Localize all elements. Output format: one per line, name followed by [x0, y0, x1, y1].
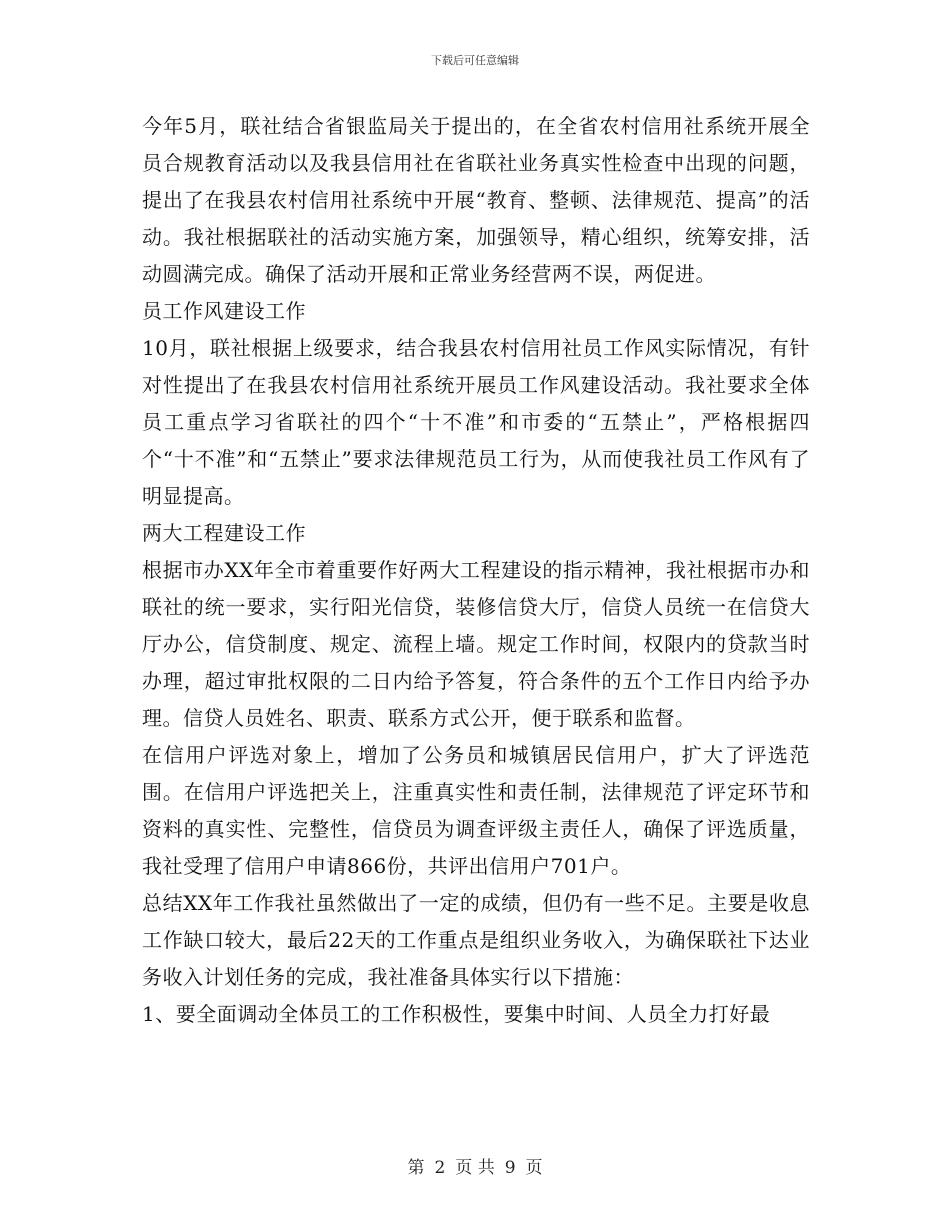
paragraph: 今年5月，联社结合省银监局关于提出的，在全省农村信用社系统开展全员合规教育活动以及我县信用社在省联社业务真实性检查中出现的问题，提出了在我县农村信用社系统中开展“教育、整顿、法律规范、提高”的活动。我社根据联社的活动实施方案，加强领导，精心组织，统筹安排，活动圆满完成。确保了活动开展和正常业务经营两不误，两促进。 — [142, 114, 810, 286]
section-heading: 两大工程建设工作 — [142, 521, 306, 545]
section-heading: 员工作风建设工作 — [142, 299, 306, 323]
paragraph: 1、要全面调动全体员工的工作积极性，要集中时间、人员全力打好最 — [142, 1002, 771, 1026]
page-number: 2 — [434, 1158, 446, 1178]
page-header: 下载后可任意编辑 — [431, 54, 519, 67]
footer-suffix: 页 — [525, 1158, 543, 1178]
paragraph: 总结XX年工作我社虽然做出了一定的成绩，但仍有一些不足。主要是收息工作缺口较大，最后22天的工作重点是组织业务收入，为确保联社下达业务收入计划任务的完成，我社准备具体实行以下措施： — [142, 891, 810, 989]
document-body — [142, 108, 810, 1033]
footer-prefix: 第 — [407, 1158, 425, 1178]
page-footer — [0, 1153, 950, 1178]
paragraph: 在信用户评选对象上，增加了公务员和城镇居民信用户，扩大了评选范围。在信用户评选把关上，注重真实性和责任制，法律规范了评定环节和资料的真实性、完整性，信贷员为调查评级主责任人，确保了评选质量，我社受理了信用户申请866份，共评出信用户701户。 — [142, 743, 810, 878]
total-pages: 9 — [504, 1158, 516, 1178]
footer-middle: 页 共 — [455, 1158, 495, 1178]
paragraph: 根据市办XX年全市着重要作好两大工程建设的指示精神，我社根据市办和联社的统一要求，实行阳光信贷，装修信贷大厅，信贷人员统一在信贷大厅办公，信贷制度、规定、流程上墙。规定工作时间，权限内的贷款当时办理，超过审批权限的二日内给予答复，符合条件的五个工作日内给予办理。信贷人员姓名、职责、联系方式公开，便于联系和监督。 — [142, 558, 810, 730]
paragraph: 10月，联社根据上级要求，结合我县农村信用社员工作风实际情况，有针对性提出了在我县农村信用社系统开展员工作风建设活动。我社要求全体员工重点学习省联社的四个“十不准”和市委的“五禁止”，严格根据四个“十不准”和“五禁止”要求法律规范员工行为，从而使我社员工作风有了明显提高。 — [142, 336, 810, 508]
